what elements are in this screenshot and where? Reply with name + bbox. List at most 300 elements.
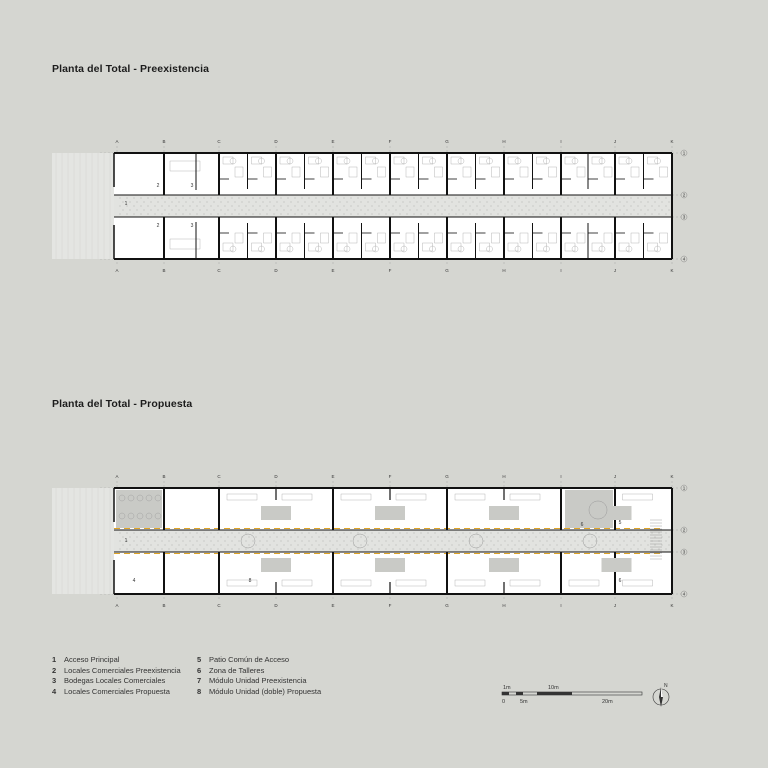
corridor-paving xyxy=(147,532,148,533)
corridor-paving xyxy=(507,536,508,537)
floor-plan-proposed xyxy=(0,465,768,610)
corridor-paving xyxy=(339,536,340,537)
legend-item: 8 Módulo Unidad (doble) Propuesta xyxy=(197,686,322,696)
corridor-paving xyxy=(129,209,130,210)
corridor-paving xyxy=(521,544,522,545)
corridor-paving xyxy=(427,205,428,206)
corridor-paving xyxy=(546,197,547,198)
corridor-paving xyxy=(658,548,659,549)
scale-label-10m: 10m xyxy=(548,685,559,691)
corridor-paving xyxy=(329,197,330,198)
corridor-paving xyxy=(497,532,498,533)
corridor-paving xyxy=(486,536,487,537)
corridor-paving xyxy=(252,213,253,214)
corridor-paving xyxy=(150,209,151,210)
corridor-paving xyxy=(658,532,659,533)
corridor-paving xyxy=(301,213,302,214)
corridor-paving xyxy=(374,201,375,202)
corridor-paving xyxy=(654,201,655,202)
corridor-paving xyxy=(157,544,158,545)
corridor-paving xyxy=(416,544,417,545)
corridor-paving xyxy=(486,544,487,545)
grid-label-top: A xyxy=(115,474,119,479)
grid-label-bottom: A xyxy=(115,268,119,273)
corridor-paving xyxy=(458,544,459,545)
corridor-paving xyxy=(406,205,407,206)
grid-label-top: F xyxy=(388,474,392,479)
room-label-access: 1 xyxy=(124,201,128,207)
corridor-paving xyxy=(304,544,305,545)
corridor-paving xyxy=(203,548,204,549)
corridor-paving xyxy=(364,197,365,198)
corridor-paving xyxy=(637,548,638,549)
corridor-paving xyxy=(462,213,463,214)
corridor-paving xyxy=(252,197,253,198)
corridor-paving xyxy=(133,548,134,549)
corridor-paving xyxy=(227,536,228,537)
corridor-paving xyxy=(553,532,554,533)
corridor-paving xyxy=(322,197,323,198)
corridor-paving xyxy=(301,532,302,533)
corridor-paving xyxy=(441,213,442,214)
corridor-paving xyxy=(350,205,351,206)
corridor-paving xyxy=(259,213,260,214)
corridor-paving xyxy=(616,213,617,214)
grid-label-top: H xyxy=(502,139,506,144)
corridor-paving xyxy=(161,213,162,214)
corridor-paving xyxy=(395,201,396,202)
corridor-paving xyxy=(290,201,291,202)
corridor-paving xyxy=(542,536,543,537)
corridor-paving xyxy=(388,209,389,210)
grid-label-bottom: F xyxy=(388,603,392,608)
corridor-paving xyxy=(339,544,340,545)
corridor-paving xyxy=(409,201,410,202)
corridor-paving xyxy=(206,536,207,537)
corridor-paving xyxy=(581,532,582,533)
corridor-paving xyxy=(623,205,624,206)
corridor-paving xyxy=(406,548,407,549)
corridor-paving xyxy=(399,532,400,533)
corridor-paving xyxy=(395,209,396,210)
corridor-paving xyxy=(609,205,610,206)
corridor-paving xyxy=(588,213,589,214)
corridor-paving xyxy=(196,213,197,214)
corridor-paving xyxy=(423,209,424,210)
corridor-paving xyxy=(126,532,127,533)
corridor-paving xyxy=(570,209,571,210)
scale-label-5m: 5m xyxy=(520,699,528,705)
corridor-paving xyxy=(217,213,218,214)
corridor-paving xyxy=(329,213,330,214)
corridor-paving xyxy=(539,213,540,214)
corridor-paving xyxy=(336,213,337,214)
corridor-paving xyxy=(483,532,484,533)
corridor-paving xyxy=(525,532,526,533)
corridor-paving xyxy=(665,197,666,198)
corridor-paving xyxy=(441,540,442,541)
corridor-paving xyxy=(458,536,459,537)
corridor-paving xyxy=(161,548,162,549)
corridor-paving xyxy=(388,544,389,545)
corridor-paving xyxy=(329,548,330,549)
corridor-paving xyxy=(602,197,603,198)
corridor-paving xyxy=(630,540,631,541)
corridor-paving xyxy=(619,536,620,537)
corridor-paving xyxy=(290,536,291,537)
corridor-paving xyxy=(563,544,564,545)
corridor-paving xyxy=(560,540,561,541)
corridor-paving xyxy=(322,548,323,549)
corridor-paving xyxy=(406,197,407,198)
corridor-paving xyxy=(364,548,365,549)
corridor-paving xyxy=(483,540,484,541)
corridor-paving xyxy=(259,540,260,541)
corridor-paving xyxy=(308,213,309,214)
corridor-paving xyxy=(581,197,582,198)
corridor-paving xyxy=(469,532,470,533)
corridor-paving xyxy=(483,548,484,549)
corridor-paving xyxy=(469,197,470,198)
corridor-paving xyxy=(602,540,603,541)
grid-label-bottom: J xyxy=(613,268,617,273)
corridor-paving xyxy=(556,209,557,210)
legend-item: 2 Locales Comerciales Preexistencia xyxy=(52,665,181,675)
corridor-paving xyxy=(448,540,449,541)
grid-label-bottom: D xyxy=(274,268,278,273)
north-arrow-icon xyxy=(650,682,672,708)
corridor-paving xyxy=(490,205,491,206)
grid-label-bottom: H xyxy=(502,603,506,608)
corridor-paving xyxy=(476,548,477,549)
corridor-paving xyxy=(658,197,659,198)
corridor-paving xyxy=(553,205,554,206)
corridor-paving xyxy=(119,540,120,541)
corridor-paving xyxy=(210,548,211,549)
corridor-paving xyxy=(514,209,515,210)
corridor-paving xyxy=(413,540,414,541)
corridor-paving xyxy=(371,205,372,206)
corridor-paving xyxy=(665,205,666,206)
corridor-paving xyxy=(595,213,596,214)
corridor-paving xyxy=(518,205,519,206)
corridor-paving xyxy=(668,201,669,202)
corridor-paving xyxy=(192,536,193,537)
corridor-paving xyxy=(374,536,375,537)
corridor-paving xyxy=(227,544,228,545)
corridor-paving xyxy=(654,544,655,545)
corridor-paving xyxy=(455,532,456,533)
corridor-paving xyxy=(392,548,393,549)
corridor-paving xyxy=(479,201,480,202)
corridor-paving xyxy=(364,213,365,214)
corridor-paving xyxy=(318,209,319,210)
corridor-paving xyxy=(413,532,414,533)
corridor-paving xyxy=(570,544,571,545)
corridor-paving xyxy=(528,544,529,545)
corridor-paving xyxy=(336,205,337,206)
corridor-paving xyxy=(301,540,302,541)
corridor-paving xyxy=(605,209,606,210)
corridor-paving xyxy=(416,209,417,210)
corridor-paving xyxy=(577,201,578,202)
corridor-paving xyxy=(147,540,148,541)
corridor-paving xyxy=(164,209,165,210)
corridor-paving xyxy=(304,536,305,537)
corridor-paving xyxy=(469,205,470,206)
corridor-paving xyxy=(591,201,592,202)
corridor-paving xyxy=(640,544,641,545)
room-label-2: 2 xyxy=(156,183,160,189)
corridor-paving xyxy=(430,544,431,545)
corridor-paving xyxy=(490,213,491,214)
corridor-paving xyxy=(322,213,323,214)
corridor-paving xyxy=(371,548,372,549)
corridor-paving xyxy=(280,205,281,206)
corridor-paving xyxy=(364,532,365,533)
corridor-paving xyxy=(273,213,274,214)
corridor-paving xyxy=(455,213,456,214)
corridor-paving xyxy=(294,532,295,533)
corridor-paving xyxy=(378,205,379,206)
corridor-paving xyxy=(119,213,120,214)
corridor-paving xyxy=(612,536,613,537)
corridor-paving xyxy=(329,205,330,206)
corridor-paving xyxy=(409,209,410,210)
corridor-paving xyxy=(189,532,190,533)
corridor-paving xyxy=(332,536,333,537)
corridor-paving xyxy=(147,205,148,206)
corridor-paving xyxy=(500,209,501,210)
corridor-paving xyxy=(633,544,634,545)
corridor-paving xyxy=(269,201,270,202)
corridor-paving xyxy=(346,544,347,545)
corridor-paving xyxy=(420,548,421,549)
corridor-paving xyxy=(175,197,176,198)
corridor-paving xyxy=(287,213,288,214)
corridor-paving xyxy=(455,540,456,541)
corridor-paving xyxy=(616,197,617,198)
grid-label-top: C xyxy=(217,474,221,479)
corridor-paving xyxy=(287,548,288,549)
corridor-paving xyxy=(493,544,494,545)
corridor-paving xyxy=(133,205,134,206)
corridor-paving xyxy=(399,197,400,198)
corridor-paving xyxy=(465,544,466,545)
corridor-paving xyxy=(238,205,239,206)
corridor-paving xyxy=(402,536,403,537)
corridor-paving xyxy=(434,540,435,541)
corridor-paving xyxy=(266,213,267,214)
corridor-paving xyxy=(490,540,491,541)
shared-patio xyxy=(602,558,632,572)
scale-label-20m: 20m xyxy=(602,699,613,705)
corridor-paving xyxy=(609,213,610,214)
corridor-paving xyxy=(196,540,197,541)
corridor-paving xyxy=(224,540,225,541)
corridor-paving xyxy=(308,205,309,206)
corridor-paving xyxy=(605,544,606,545)
corridor-paving xyxy=(203,213,204,214)
corridor-paving xyxy=(367,201,368,202)
corridor-paving xyxy=(259,548,260,549)
corridor-paving xyxy=(259,532,260,533)
corridor-paving xyxy=(182,197,183,198)
corridor-paving xyxy=(350,197,351,198)
corridor-paving xyxy=(563,201,564,202)
corridor-paving xyxy=(651,548,652,549)
corridor-paving xyxy=(644,532,645,533)
corridor-paving xyxy=(654,536,655,537)
corridor-paving xyxy=(154,197,155,198)
grid-label-top: K xyxy=(670,139,674,144)
corridor-paving xyxy=(140,540,141,541)
room-label-8: 8 xyxy=(248,578,252,584)
corridor-paving xyxy=(640,536,641,537)
corridor-paving xyxy=(528,209,529,210)
corridor-paving xyxy=(371,213,372,214)
corridor-paving xyxy=(119,197,120,198)
corridor-paving xyxy=(276,201,277,202)
corridor-paving xyxy=(210,540,211,541)
grid-label-top: H xyxy=(502,474,506,479)
corridor-paving xyxy=(374,544,375,545)
corridor-paving xyxy=(259,205,260,206)
corridor-paving xyxy=(518,532,519,533)
corridor-paving xyxy=(329,540,330,541)
corridor-paving xyxy=(668,536,669,537)
corridor-paving xyxy=(623,548,624,549)
patio-garden xyxy=(116,490,162,528)
corridor-paving xyxy=(336,532,337,533)
corridor-paving xyxy=(553,548,554,549)
corridor-paving xyxy=(497,197,498,198)
corridor-paving xyxy=(406,213,407,214)
corridor-paving xyxy=(595,532,596,533)
corridor-paving xyxy=(521,201,522,202)
corridor-paving xyxy=(619,201,620,202)
corridor-paving xyxy=(381,544,382,545)
corridor-paving xyxy=(392,540,393,541)
corridor-paving xyxy=(185,201,186,202)
corridor-paving xyxy=(210,197,211,198)
corridor-paving xyxy=(143,201,144,202)
corridor-paving xyxy=(133,197,134,198)
corridor-paving xyxy=(483,205,484,206)
corridor-paving xyxy=(539,548,540,549)
corridor-paving xyxy=(192,201,193,202)
corridor-paving xyxy=(371,197,372,198)
corridor-paving xyxy=(133,540,134,541)
corridor-paving xyxy=(616,548,617,549)
corridor-paving xyxy=(336,540,337,541)
corridor-paving xyxy=(178,201,179,202)
corridor-paving xyxy=(315,197,316,198)
shared-patio xyxy=(375,506,405,520)
corridor-paving xyxy=(567,205,568,206)
corridor-paving xyxy=(192,544,193,545)
corridor-paving xyxy=(647,201,648,202)
corridor-paving xyxy=(381,201,382,202)
corridor-paving xyxy=(588,205,589,206)
corridor-paving xyxy=(598,209,599,210)
corridor-paving xyxy=(591,209,592,210)
corridor-paving xyxy=(262,544,263,545)
corridor-paving xyxy=(532,197,533,198)
grid-label-top: C xyxy=(217,139,221,144)
corridor-paving xyxy=(647,544,648,545)
corridor-paving xyxy=(150,201,151,202)
corridor-paving xyxy=(553,197,554,198)
corridor-paving xyxy=(595,205,596,206)
corridor-paving xyxy=(168,540,169,541)
corridor-paving xyxy=(539,205,540,206)
corridor-paving xyxy=(311,536,312,537)
corridor-paving xyxy=(570,201,571,202)
corridor-paving xyxy=(346,536,347,537)
corridor-paving xyxy=(385,205,386,206)
corridor-paving xyxy=(444,201,445,202)
corridor-paving xyxy=(665,548,666,549)
corridor-paving xyxy=(339,209,340,210)
corridor-paving xyxy=(560,197,561,198)
corridor-paving xyxy=(189,548,190,549)
corridor-paving xyxy=(220,209,221,210)
corridor-paving xyxy=(427,213,428,214)
corridor-paving xyxy=(518,197,519,198)
corridor-paving xyxy=(196,197,197,198)
corridor-paving xyxy=(161,197,162,198)
corridor-paving xyxy=(231,205,232,206)
corridor-paving xyxy=(644,205,645,206)
corridor-paving xyxy=(199,209,200,210)
corridor-paving xyxy=(567,540,568,541)
corridor-paving xyxy=(122,536,123,537)
corridor-paving xyxy=(395,536,396,537)
corridor-paving xyxy=(322,540,323,541)
corridor-paving xyxy=(528,536,529,537)
corridor-paving xyxy=(567,548,568,549)
corridor-paving xyxy=(500,544,501,545)
corridor-paving xyxy=(549,544,550,545)
corridor-paving xyxy=(581,540,582,541)
corridor-paving xyxy=(374,209,375,210)
corridor-paving xyxy=(416,201,417,202)
corridor-paving xyxy=(304,201,305,202)
corridor-paving xyxy=(357,548,358,549)
corridor-paving xyxy=(266,205,267,206)
scale-label-1m: 1m xyxy=(503,685,511,691)
grid-label-row: 4 xyxy=(682,256,686,262)
corridor-paving xyxy=(427,532,428,533)
corridor-paving xyxy=(574,197,575,198)
corridor-paving xyxy=(556,536,557,537)
corridor-paving xyxy=(154,540,155,541)
corridor-paving xyxy=(175,548,176,549)
corridor-paving xyxy=(602,205,603,206)
corridor-paving xyxy=(213,544,214,545)
corridor-paving xyxy=(574,213,575,214)
corridor-paving xyxy=(455,548,456,549)
corridor-paving xyxy=(171,536,172,537)
corridor-paving xyxy=(514,536,515,537)
corridor-paving xyxy=(504,532,505,533)
corridor-paving xyxy=(182,532,183,533)
corridor-paving xyxy=(413,213,414,214)
room-label-3: 3 xyxy=(190,223,194,229)
corridor-paving xyxy=(521,209,522,210)
corridor-paving xyxy=(255,209,256,210)
